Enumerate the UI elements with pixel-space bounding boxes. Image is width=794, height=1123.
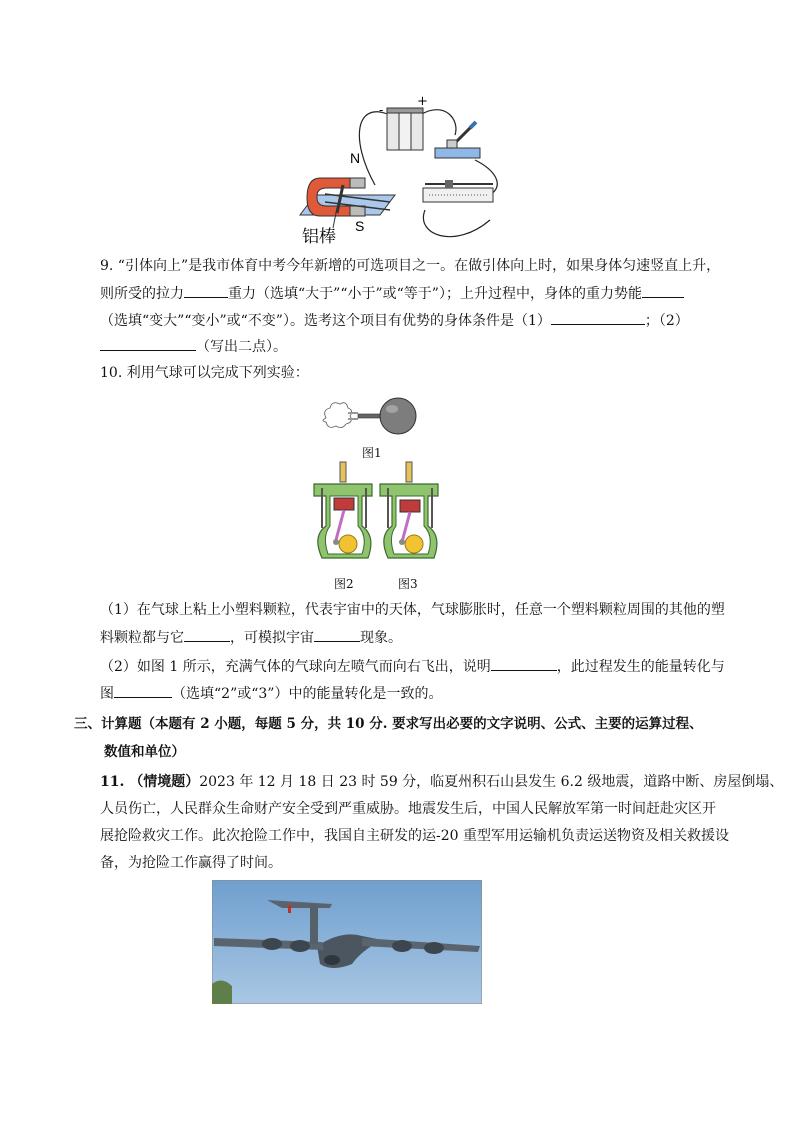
q10-text: 料颗粒都与它	[100, 630, 184, 646]
q10-part2-line1	[100, 656, 725, 677]
q9-line1: 9. “引体向上”是我市体育中考今年新增的可选项目之一。在做引体向上时，如果身体匀速竖直上升，	[100, 258, 721, 274]
answer-blank[interactable]	[184, 283, 228, 298]
answer-blank[interactable]	[491, 656, 557, 671]
q10-text: 现象。	[360, 630, 402, 646]
battery	[387, 108, 423, 150]
air-puff-icon	[323, 403, 352, 428]
wire-left	[359, 112, 390, 185]
tree-foliage	[212, 980, 232, 1004]
q9-line3	[100, 310, 689, 331]
answer-blank[interactable]	[184, 627, 230, 642]
q9-text: 则所受的拉力	[100, 286, 184, 302]
wire-battery-switch	[420, 110, 456, 135]
figure-engines	[308, 458, 468, 574]
q10-part2-line2	[100, 683, 442, 704]
answer-blank[interactable]	[114, 683, 172, 698]
q9-text: ；（2）	[644, 313, 689, 329]
balloon-highlight	[386, 405, 398, 413]
spark-plug-icon	[340, 462, 346, 482]
q9-text: （写出二点）。	[196, 339, 287, 355]
q11-tag: 11. （情境题）	[100, 774, 200, 790]
rheostat	[423, 180, 493, 202]
answer-blank[interactable]	[642, 283, 684, 298]
switch	[435, 122, 480, 158]
q10-text: （选填“2”或“3”）中的能量转化是一致的。	[172, 686, 443, 702]
figure-2-caption: 图2	[334, 577, 354, 591]
circuit-figure	[295, 90, 525, 250]
engine-figure-3	[380, 462, 438, 558]
q9-text: （选填“变大”“变小”或“不变”）。选考这个项目有优势的身体条件是（1）	[100, 313, 551, 329]
label-s: S	[355, 218, 365, 234]
label-aluminium-rod: 铝棒	[302, 227, 336, 247]
q10-part1-line2	[100, 627, 402, 648]
magnet-rails	[300, 178, 395, 228]
q11-line1	[100, 772, 783, 792]
answer-blank[interactable]	[100, 336, 196, 351]
section-3-title: 三、计算题（本题有 2 小题，每题 5 分，共 10 分. 要求写出必要的文字说明、公式、主要的运算过程、	[74, 716, 703, 732]
balloon	[380, 398, 416, 434]
section-3-title-cont: 数值和单位）	[104, 744, 185, 760]
figure-1-caption: 图1	[362, 446, 382, 460]
spark-plug-icon	[406, 462, 412, 482]
q11-line4: 备，为抢险工作赢得了时间。	[100, 855, 282, 871]
q10-text: 图	[100, 686, 114, 702]
q9-line4	[100, 336, 287, 357]
aircraft-photo	[212, 880, 482, 1004]
q11-line3: 展抢险救灾工作。此次抢险工作中，我国自主研发的运-20 重型军用运输机负责运送物资及相关救援设	[100, 828, 729, 844]
label-minus: -	[379, 103, 384, 118]
q9-text: 重力（选填“大于”“小于”或“等于”）；上升过程中，身体的重力势能	[228, 286, 642, 302]
q10-intro: 10. 利用气球可以完成下列实验：	[100, 365, 309, 381]
q9-line2	[100, 283, 684, 304]
q10-text: （2）如图 1 所示，充满气体的气球向左喷气而向右飞出，说明	[100, 659, 491, 675]
label-n: N	[350, 150, 361, 166]
q10-part1-line1: （1）在气球上粘上小塑料颗粒，代表宇宙中的天体，气球膨胀时，任意一个塑料颗粒周围的其他的塑	[100, 602, 725, 618]
q11-text: 2023 年 12 月 18 日 23 时 59 分，临夏州积石山县发生 6.2 级地震，道路中断、房屋倒塌、	[199, 774, 784, 790]
q10-text: ，此过程发生的能量转化与	[556, 659, 725, 675]
q10-text: ，可模拟宇宙	[230, 630, 314, 646]
figure-3-caption: 图3	[398, 577, 418, 591]
answer-blank[interactable]	[551, 310, 645, 325]
label-plus: +	[417, 94, 428, 109]
wire-rail-rheostat	[423, 210, 490, 237]
engine-figure-2	[314, 462, 372, 558]
answer-blank[interactable]	[314, 627, 360, 642]
figure-1-balloon	[318, 396, 420, 440]
q11-line2: 人员伤亡，人民群众生命财产安全受到严重威胁。地震发生后，中国人民解放军第一时间赶赴灾区开	[100, 801, 716, 817]
